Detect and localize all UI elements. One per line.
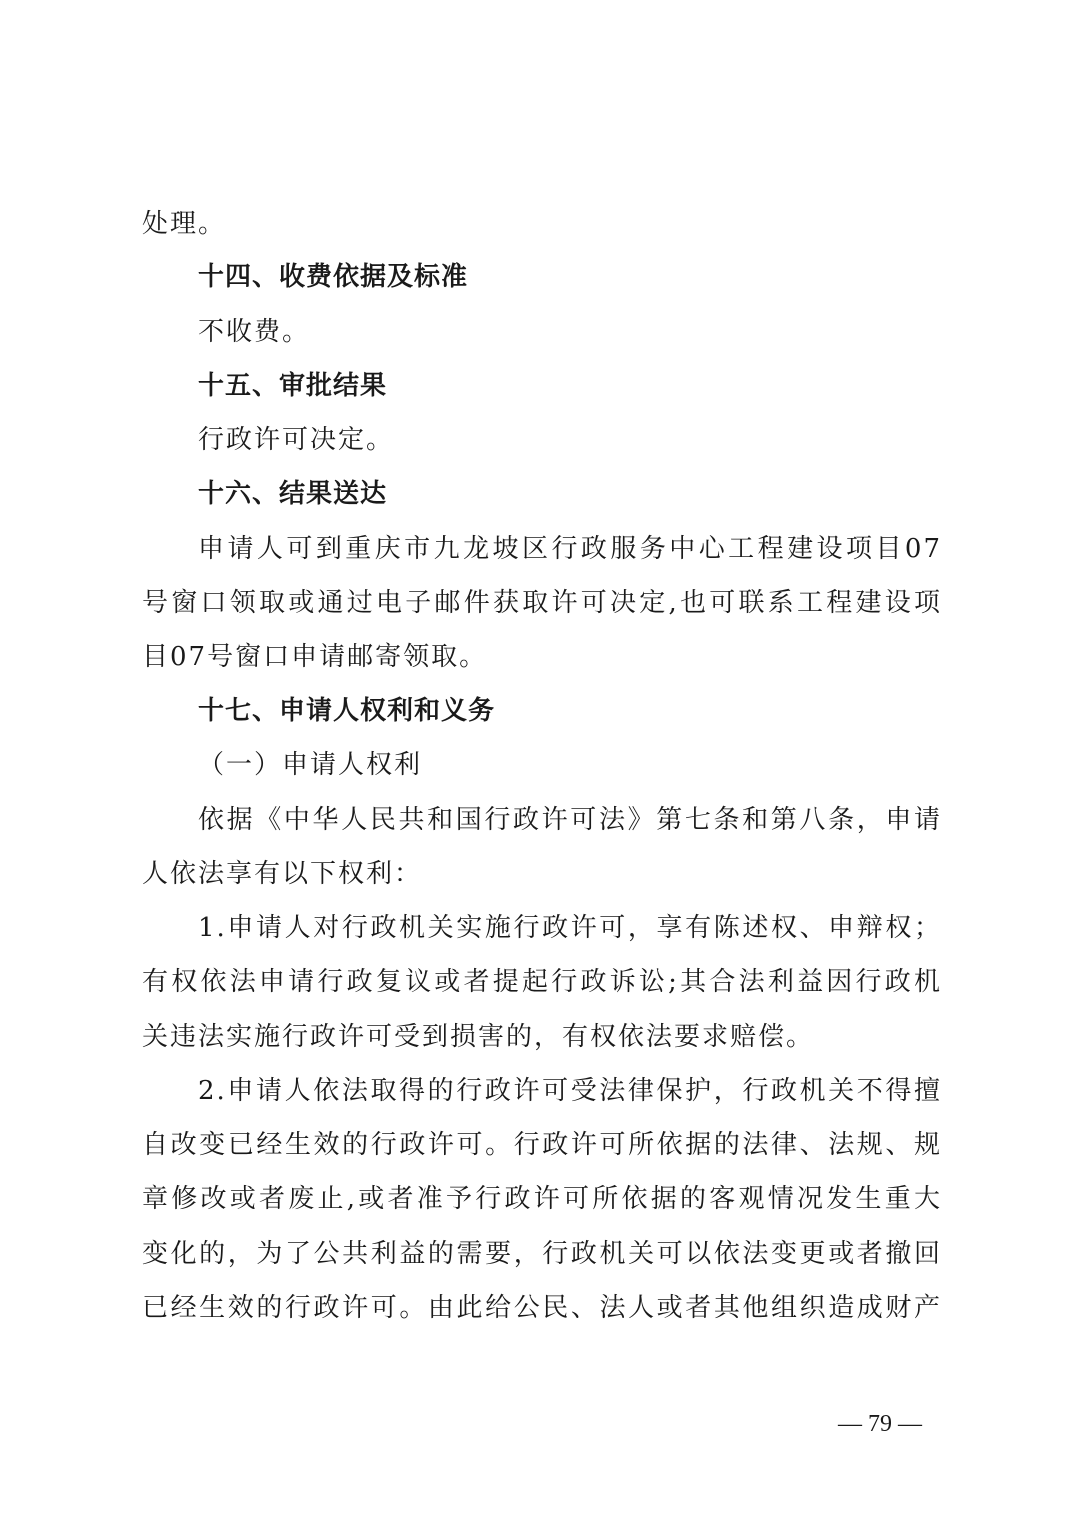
body-text-line: 有权依法申请行政复议或者提起行政诉讼;其合法利益因行政机 <box>142 967 942 997</box>
section-heading-15: 十五、审批结果 <box>198 371 388 401</box>
section-heading-14: 十四、收费依据及标准 <box>198 262 469 292</box>
body-text-line: 处理。 <box>142 209 227 239</box>
body-text-line: 依据《中华人民共和国行政许可法》第七条和第八条，申请 <box>198 805 942 835</box>
body-text-line: 自改变已经生效的行政许可。行政许可所依据的法律、法规、规 <box>142 1130 942 1160</box>
body-text-line: 不收费。 <box>198 317 311 347</box>
body-text-line: 申请人可到重庆市九龙坡区行政服务中心工程建设项目07 <box>198 534 942 564</box>
body-text-line: 已经生效的行政许可。由此给公民、法人或者其他组织造成财产 <box>142 1293 942 1323</box>
subsection-heading: （一）申请人权利 <box>198 750 423 780</box>
section-heading-17: 十七、申请人权利和义务 <box>198 696 496 726</box>
body-text-line: 行政许可决定。 <box>198 425 395 455</box>
body-text-line: 目07号窗口申请邮寄领取。 <box>142 642 488 672</box>
body-text-line: 章修改或者废止,或者准予行政许可所依据的客观情况发生重大 <box>142 1184 942 1214</box>
body-text-line: 关违法实施行政许可受到损害的，有权依法要求赔偿。 <box>142 1022 815 1052</box>
body-text-line: 号窗口领取或通过电子邮件获取许可决定,也可联系工程建设项 <box>142 588 942 618</box>
body-text-line: 变化的，为了公共利益的需要，行政机关可以依法变更或者撤回 <box>142 1239 942 1269</box>
section-heading-16: 十六、结果送达 <box>198 479 388 509</box>
page-number: — 79 — <box>838 1411 922 1437</box>
body-text-line: 1.申请人对行政机关实施行政许可，享有陈述权、申辩权； <box>198 913 942 943</box>
body-text-line: 人依法享有以下权利： <box>142 859 423 889</box>
body-text-line: 2.申请人依法取得的行政许可受法律保护，行政机关不得擅 <box>198 1076 942 1106</box>
